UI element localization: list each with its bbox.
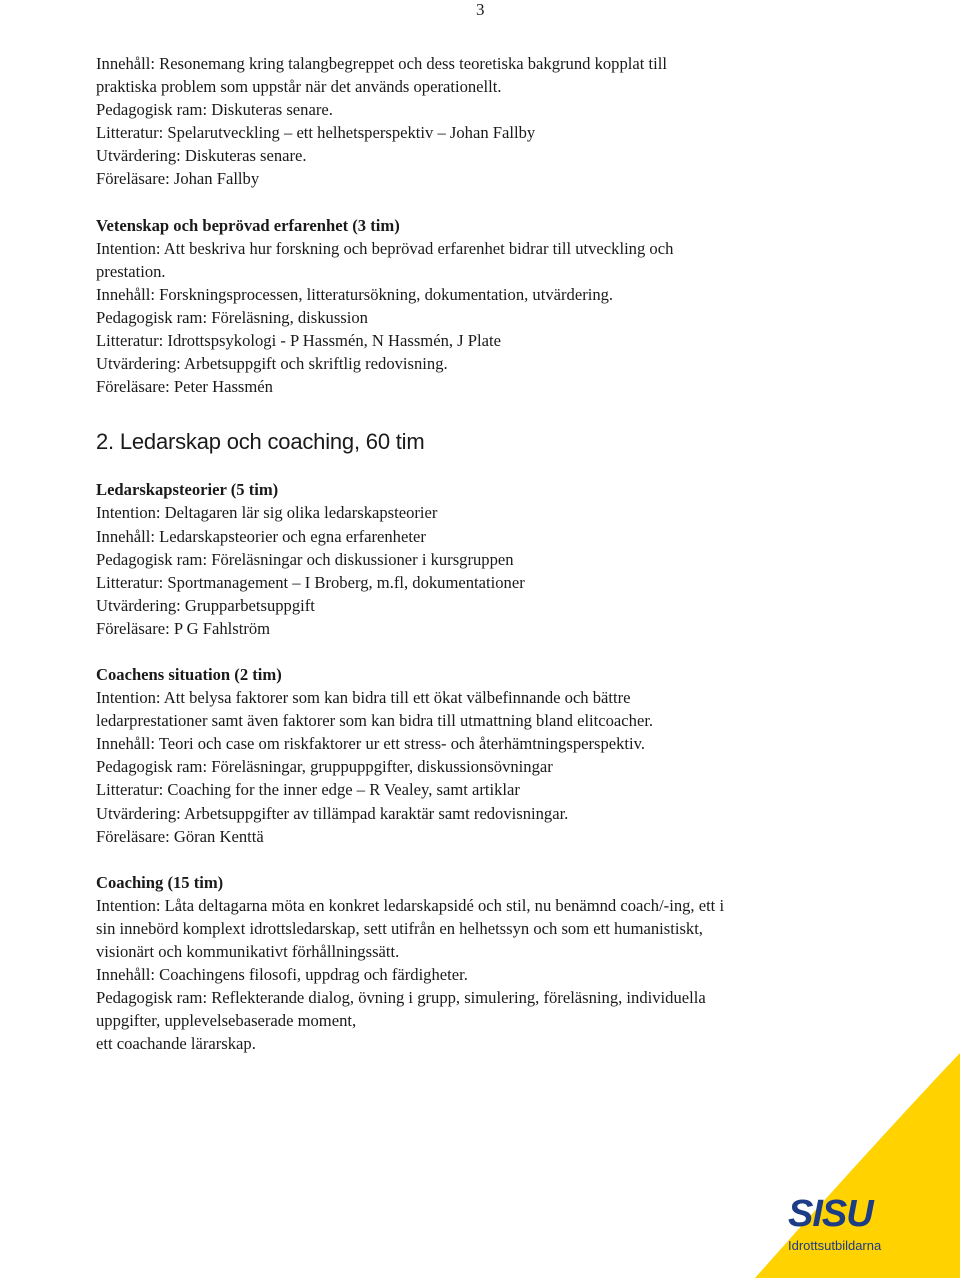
course-block bbox=[96, 52, 876, 191]
text-line: Intention: Att beskriva hur forskning och beprövad erfarenhet bidrar till utveckling och bbox=[96, 238, 674, 258]
text-line: sin innebörd komplext idrottsledarskap, sett utifrån en helhetssyn och som ett humanistiskt, bbox=[96, 918, 703, 938]
text-line: Litteratur: Idrottspsykologi - P Hassmén, N Hassmén, J Plate bbox=[96, 331, 501, 351]
text-line: Innehåll: Teori och case om riskfaktorer ur ett stress- och återhämtningsperspektiv. bbox=[96, 734, 646, 754]
course-title: Coaching (15 tim) bbox=[96, 872, 224, 892]
text-line: Litteratur: Sportmanagement – I Broberg, m.fl, dokumentationer bbox=[96, 572, 525, 592]
text-line: Litteratur: Coaching for the inner edge – R Vealey, samt artiklar bbox=[96, 780, 520, 800]
course-title: Ledarskapsteorier (5 tim) bbox=[96, 480, 279, 500]
text-line: Pedagogisk ram: Reflekterande dialog, övning i grupp, simulering, föreläsning, individuella bbox=[96, 988, 706, 1008]
course-block bbox=[96, 663, 876, 848]
text-line: Föreläsare: Göran Kenttä bbox=[96, 826, 264, 846]
text-line: Pedagogisk ram: Diskuteras senare. bbox=[96, 100, 333, 120]
document-body bbox=[96, 52, 876, 1055]
course-block bbox=[96, 478, 876, 640]
course-block bbox=[96, 214, 876, 399]
text-line: Intention: Deltagaren lär sig olika ledarskapsteorier bbox=[96, 503, 438, 523]
text-line: Föreläsare: Johan Fallby bbox=[96, 169, 260, 189]
text-line: Pedagogisk ram: Föreläsningar, gruppuppgifter, diskussionsövningar bbox=[96, 757, 553, 777]
text-line: uppgifter, upplevelsebaserade moment, bbox=[96, 1011, 357, 1031]
text-line: Innehåll: Ledarskapsteorier och egna erfarenheter bbox=[96, 526, 426, 546]
course-title: Coachens situation (2 tim) bbox=[96, 664, 282, 684]
page-number: 3 bbox=[476, 0, 485, 19]
text-line: prestation. bbox=[96, 261, 166, 281]
text-line: Innehåll: Forskningsprocessen, litteratursökning, dokumentation, utvärdering. bbox=[96, 284, 614, 304]
text-line: Innehåll: Coachingens filosofi, uppdrag och färdigheter. bbox=[96, 965, 468, 985]
text-line: Föreläsare: Peter Hassmén bbox=[96, 377, 273, 397]
section-heading: 2. Ledarskap och coaching, 60 tim bbox=[96, 429, 425, 455]
text-line: Pedagogisk ram: Föreläsningar och diskussioner i kursgruppen bbox=[96, 549, 514, 569]
course-block bbox=[96, 871, 876, 1056]
text-line: Utvärdering: Arbetsuppgift och skriftlig redovisning. bbox=[96, 354, 448, 374]
text-line: Intention: Att belysa faktorer som kan bidra till ett ökat välbefinnande och bättre bbox=[96, 688, 631, 708]
text-line: Intention: Låta deltagarna möta en konkret ledarskapsidé och stil, nu benämnd coach/-ing, ett i bbox=[96, 895, 725, 915]
text-line: visionärt och kommunikativt förhållningssätt. bbox=[96, 942, 400, 961]
logo-subtitle: Idrottsutbildarna bbox=[788, 1238, 882, 1253]
text-line: Innehåll: Resonemang kring talangbegreppet och dess teoretiska bakgrund kopplat till bbox=[96, 54, 667, 73]
text-line: ledarprestationer samt även faktorer som kan bidra till utmattning bland elitcoacher. bbox=[96, 711, 654, 731]
text-line: Utvärdering: Grupparbetsuppgift bbox=[96, 595, 315, 615]
text-line: Föreläsare: P G Fahlström bbox=[96, 618, 271, 638]
text-line: Pedagogisk ram: Föreläsning, diskussion bbox=[96, 307, 368, 327]
sisu-logo bbox=[660, 1053, 960, 1278]
text-line: ett coachande lärarskap. bbox=[96, 1034, 256, 1054]
text-line: praktiska problem som uppstår när det används operationellt. bbox=[96, 77, 502, 97]
text-line: Utvärdering: Diskuteras senare. bbox=[96, 146, 307, 166]
logo-wordmark: SISU bbox=[788, 1193, 873, 1235]
course-title: Vetenskap och beprövad erfarenhet (3 tim) bbox=[96, 215, 400, 235]
text-line: Utvärdering: Arbetsuppgifter av tillämpad karaktär samt redovisningar. bbox=[96, 803, 569, 823]
text-line: Litteratur: Spelarutveckling – ett helhetsperspektiv – Johan Fallby bbox=[96, 123, 536, 143]
